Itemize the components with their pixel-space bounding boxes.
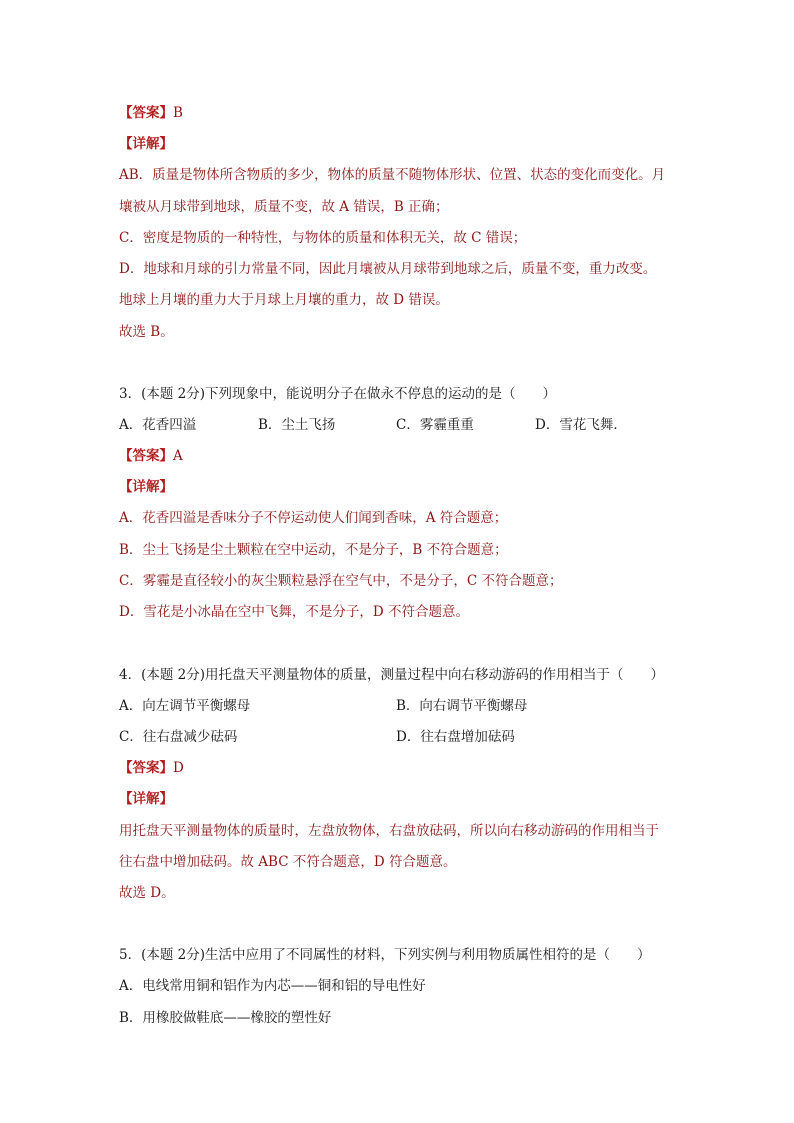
q4-conclusion: 故选 D。: [119, 885, 175, 901]
q5-option-b: B．用橡胶做鞋底——橡胶的塑性好: [119, 1010, 332, 1026]
q3-answer-value: A: [173, 448, 183, 464]
q4-option-d: D．往右盘增加砝码: [396, 729, 515, 745]
q2-detail-line: C．密度是物质的一种特性，与物体的质量和体积无关，故 C 错误；: [119, 230, 527, 246]
q3-detail-line: A．花香四溢是香味分子不停运动使人们闻到香味，A 符合题意；: [119, 510, 508, 526]
answer-label: 【答案】: [119, 448, 173, 464]
q3-detail-line: D．雪花是小冰晶在空中飞舞，不是分子，D 不符合题意。: [119, 604, 469, 620]
q4-answer-line: [119, 759, 184, 777]
q3-stem: 3．(本题 2分)下列现象中，能说明分子在做永不停息的运动的是（ ）: [119, 386, 557, 402]
q3-option-c: C．雾霾重重: [396, 417, 474, 433]
q2-answer-line: [119, 104, 183, 122]
q3-option-d: D．雪花飞舞．: [535, 417, 627, 433]
answer-label: 【答案】: [119, 760, 173, 776]
q5-option-a: A．电线常用铜和铝作为内芯——铜和铝的导电性好: [119, 978, 426, 994]
q2-answer-value: B: [173, 105, 183, 121]
q5-stem: 5．(本题 2分)生活中应用了不同属性的材料，下列实例与利用物质属性相符的是（ ）: [119, 947, 651, 963]
answer-label: 【答案】: [119, 105, 173, 121]
q4-detail-line: 用托盘天平测量物体的质量时，左盘放物体，右盘放砝码，所以向右移动游码的作用相当于: [119, 823, 659, 839]
q4-option-b: B．向右调节平衡螺母: [396, 698, 528, 714]
q4-stem: 4．(本题 2分)用托盘天平测量物体的质量，测量过程中向右移动游码的作用相当于（ ）: [119, 667, 665, 683]
q3-option-b: B．尘土飞扬: [258, 417, 336, 433]
q2-detail-line: AB．质量是物体所含物质的多少，物体的质量不随物体形状、位置、状态的变化而变化。月: [119, 167, 666, 183]
q3-option-a: A．花香四溢: [119, 417, 197, 433]
q2-detail-label: 【详解】: [119, 136, 173, 152]
q2-detail-line: 地球上月壤的重力大于月球上月壤的重力，故 D 错误。: [119, 292, 449, 308]
q4-option-c: C．往右盘减少砝码: [119, 729, 238, 745]
q4-option-a: A．向左调节平衡螺母: [119, 698, 251, 714]
q3-detail-line: B．尘土飞扬是尘土颗粒在空中运动，不是分子，B 不符合题意；: [119, 542, 508, 558]
q2-detail-line: D．地球和月球的引力常量不同，因此月壤被从月球带到地球之后，质量不变，重力改变。: [119, 261, 657, 277]
q4-detail-label: 【详解】: [119, 791, 173, 807]
q3-answer-line: [119, 447, 183, 465]
q2-conclusion: 故选 B。: [119, 324, 174, 340]
q4-detail-line: 往右盘中增加砝码。故 ABC 不符合题意，D 符合题意。: [119, 854, 457, 870]
q3-detail-line: C．雾霾是直径较小的灰尘颗粒悬浮在空气中，不是分子，C 不符合题意；: [119, 573, 563, 589]
q2-detail-line: 壤被从月球带到地球，质量不变，故 A 错误，B 正确；: [119, 199, 449, 215]
q3-detail-label: 【详解】: [119, 479, 173, 495]
q4-answer-value: D: [173, 760, 184, 776]
